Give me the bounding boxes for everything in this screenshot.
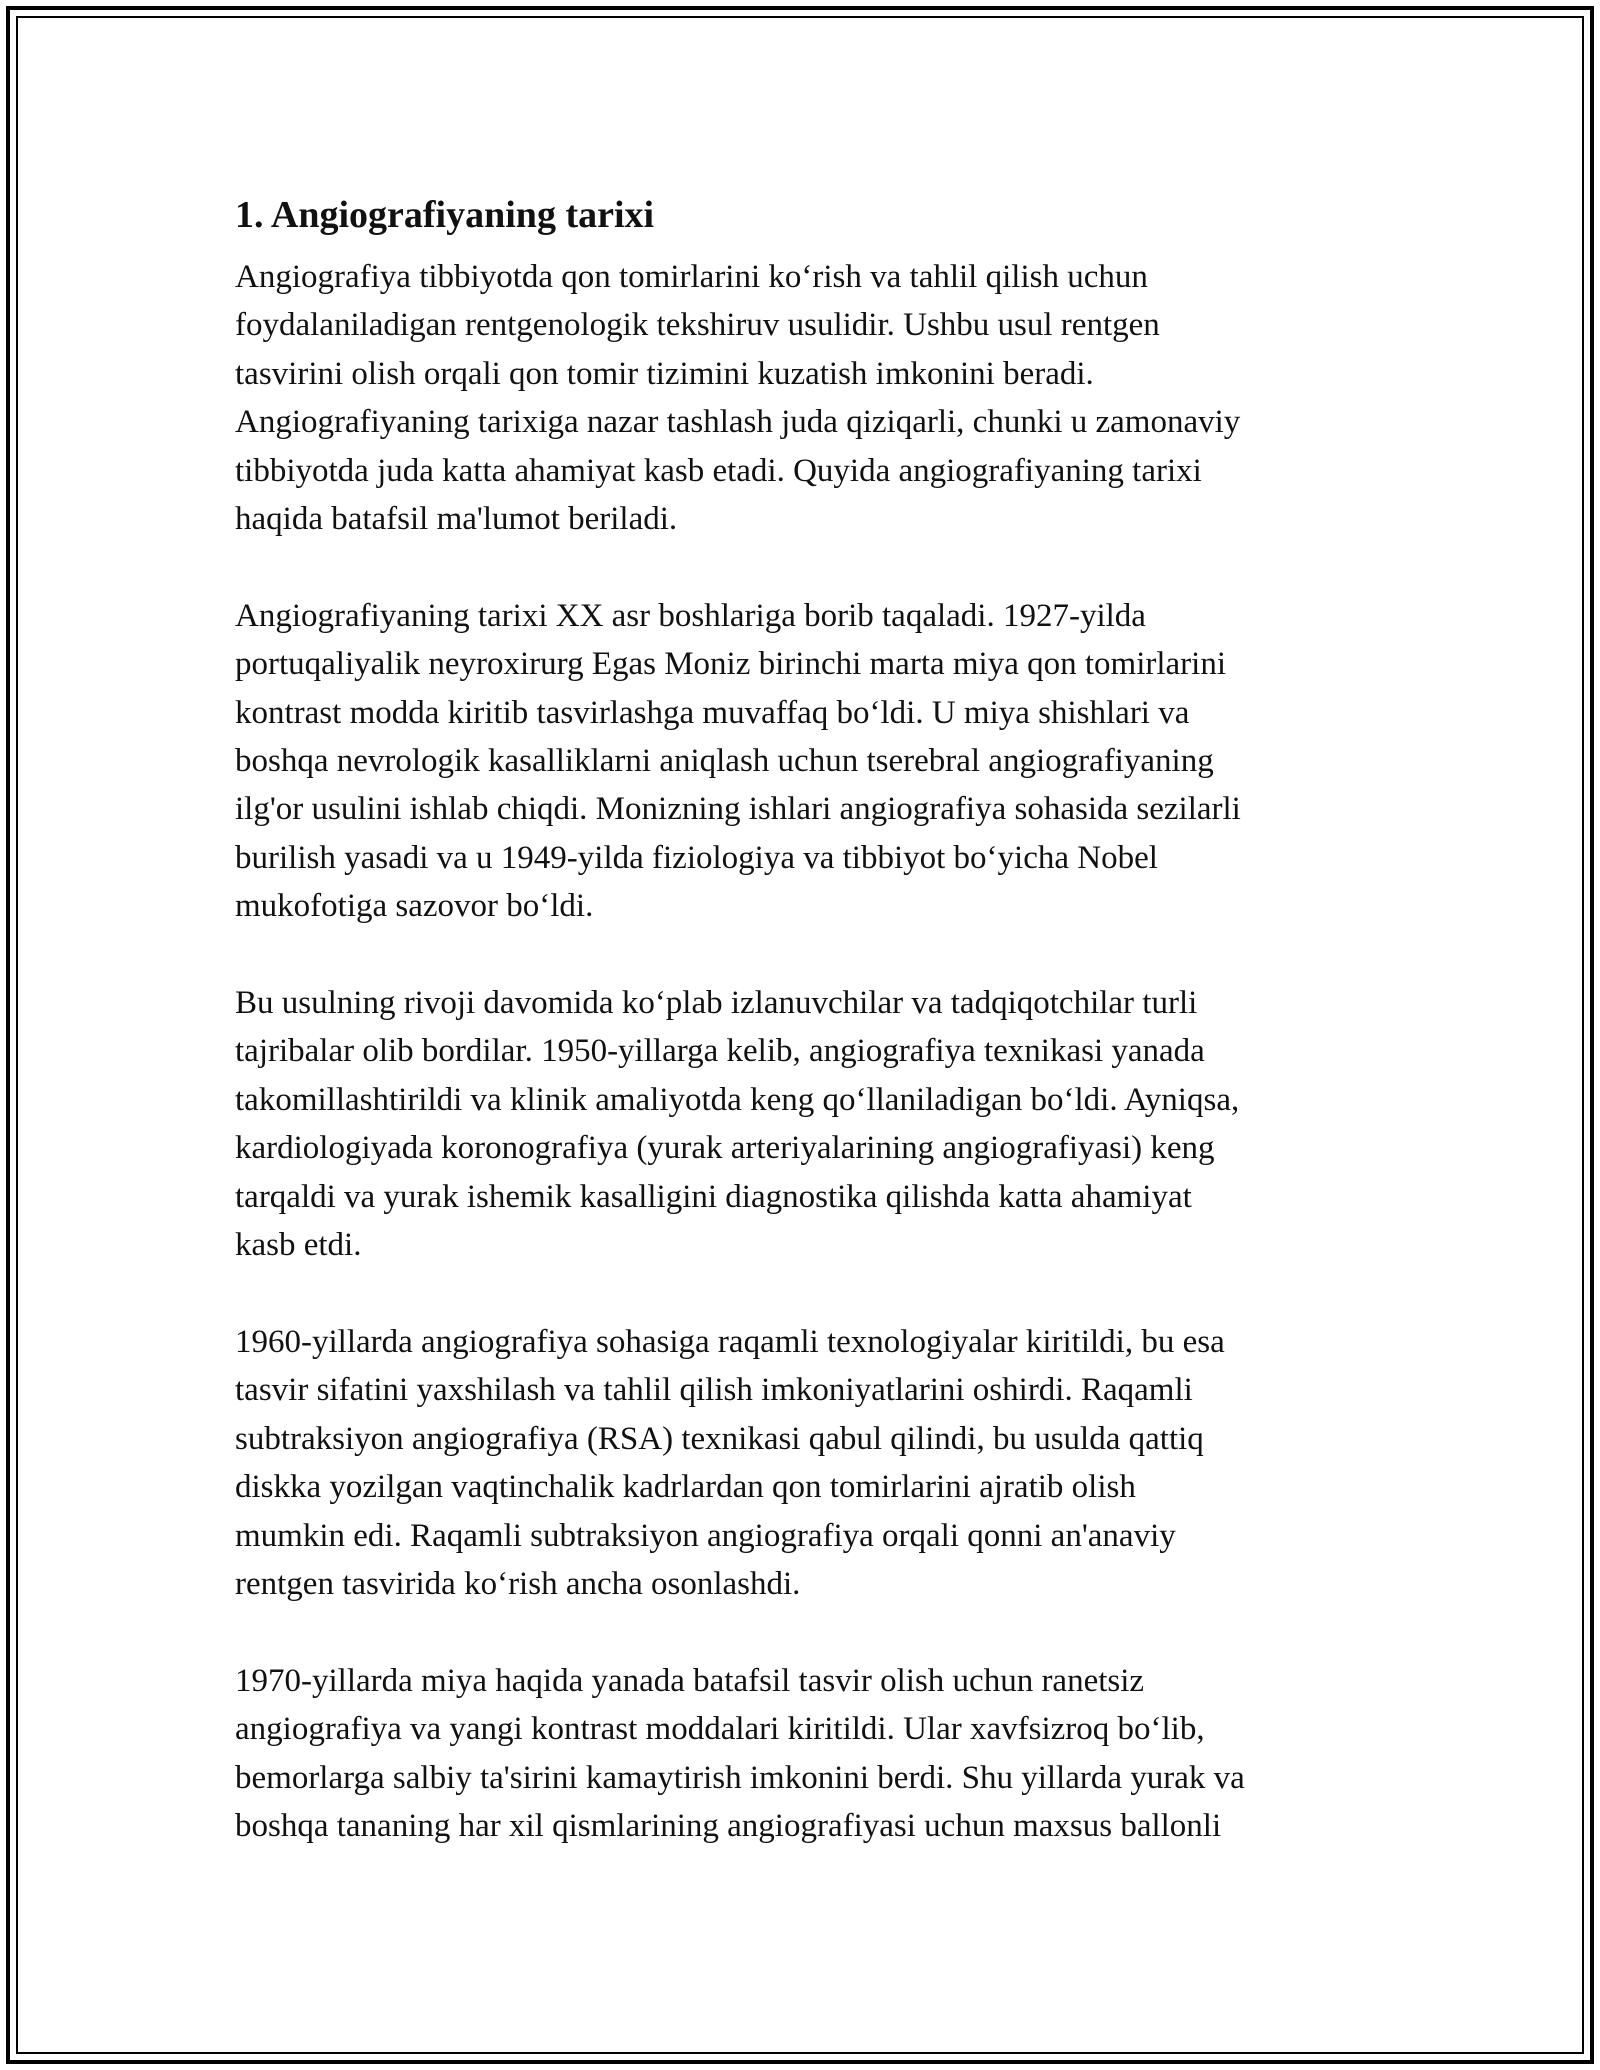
paragraph-moniz xyxy=(235,592,1375,931)
text-line: tibbiyotda juda katta ahamiyat kasb etadi. Quyida angiografiyaning tarixi xyxy=(235,452,1202,489)
text-line: kasb etdi. xyxy=(235,1227,362,1264)
text-line: boshqa tananing har xil qismlarining angiografiyasi uchun maxsus ballonli xyxy=(235,1807,1222,1844)
text-line: Angiografiyaning tarixi XX asr boshlariga borib taqaladi. 1927-yilda xyxy=(235,597,1146,634)
text-line: Bu usulning rivoji davomida ko‘plab izlanuvchilar va tadqiqotchilar turli xyxy=(235,985,1198,1022)
text-line: foydalaniladigan rentgenologik tekshiruv usulidir. Ushbu usul rentgen xyxy=(235,307,1160,344)
text-line: ilg'or usulini ishlab chiqdi. Monizning ishlari angiografiya sohasida sezilarli xyxy=(235,791,1241,828)
section-heading: 1. Angiografiyaning tarixi xyxy=(235,194,655,236)
text-line: bemorlarga salbiy ta'sirini kamaytirish imkonini berdi. Shu yillarda yurak va xyxy=(235,1759,1245,1796)
paragraph-1950s xyxy=(235,979,1375,1269)
text-line: haqida batafsil ma'lumot beriladi. xyxy=(235,501,678,538)
text-line: takomillashtirildi va klinik amaliyotda keng qo‘llaniladigan bo‘ldi. Ayniqsa, xyxy=(235,1081,1240,1118)
text-line: Angiografiyaning tarixiga nazar tashlash juda qiziqarli, chunki u zamonaviy xyxy=(235,404,1241,441)
paragraph-intro xyxy=(235,253,1375,543)
text-line: subtraksiyon angiografiya (RSA) texnikasi qabul qilindi, bu usulda qattiq xyxy=(235,1420,1204,1457)
paragraph-1970s xyxy=(235,1657,1375,1851)
text-line: Angiografiya tibbiyotda qon tomirlarini ko‘rish va tahlil qilish uchun xyxy=(235,259,1148,295)
document-body xyxy=(235,187,1375,1899)
text-line: diskka yozilgan vaqtinchalik kadrlardan qon tomirlarini ajratib olish xyxy=(235,1469,1136,1506)
paragraph-1960s xyxy=(235,1318,1375,1608)
text-line: kontrast modda kiritib tasvirlashga muvaffaq bo‘ldi. U miya shishlari va xyxy=(235,694,1190,731)
text-line: mumkin edi. Raqamli subtraksiyon angiografiya orqali qonni an'anaviy xyxy=(235,1517,1176,1554)
text-line: 1970-yillarda miya haqida yanada batafsil tasvir olish uchun ranetsiz xyxy=(235,1662,1145,1699)
text-line: portuqaliyalik neyroxirurg Egas Moniz birinchi marta miya qon tomirlarini xyxy=(235,646,1226,683)
text-line: 1960-yillarda angiografiya sohasiga raqamli texnologiyalar kiritildi, bu esa xyxy=(235,1323,1225,1360)
text-line: rentgen tasvirida ko‘rish ancha osonlashdi. xyxy=(235,1565,801,1602)
text-line: angiografiya va yangi kontrast moddalari kiritildi. Ular xavfsizroq bo‘lib, xyxy=(235,1711,1205,1748)
text-line: tasvirini olish orqali qon tomir tizimini kuzatish imkonini beradi. xyxy=(235,355,1094,392)
text-line: boshqa nevrologik kasalliklarni aniqlash uchun tserebral angiografiyaning xyxy=(235,743,1214,780)
text-line: mukofotiga sazovor bo‘ldi. xyxy=(235,888,594,925)
text-line: burilish yasadi va u 1949-yilda fiziologiya va tibbiyot bo‘yicha Nobel xyxy=(235,839,1158,876)
text-line: tasvir sifatini yaxshilash va tahlil qilish imkoniyatlarini oshirdi. Raqamli xyxy=(235,1372,1193,1409)
text-line: tajribalar olib bordilar. 1950-yillarga kelib, angiografiya texnikasi yanada xyxy=(235,1033,1205,1070)
text-line: kardiologiyada koronografiya (yurak arteriyalarining angiografiyasi) keng xyxy=(235,1130,1215,1167)
text-line: tarqaldi va yurak ishemik kasalligini diagnostika qilishda katta ahamiyat xyxy=(235,1178,1192,1215)
